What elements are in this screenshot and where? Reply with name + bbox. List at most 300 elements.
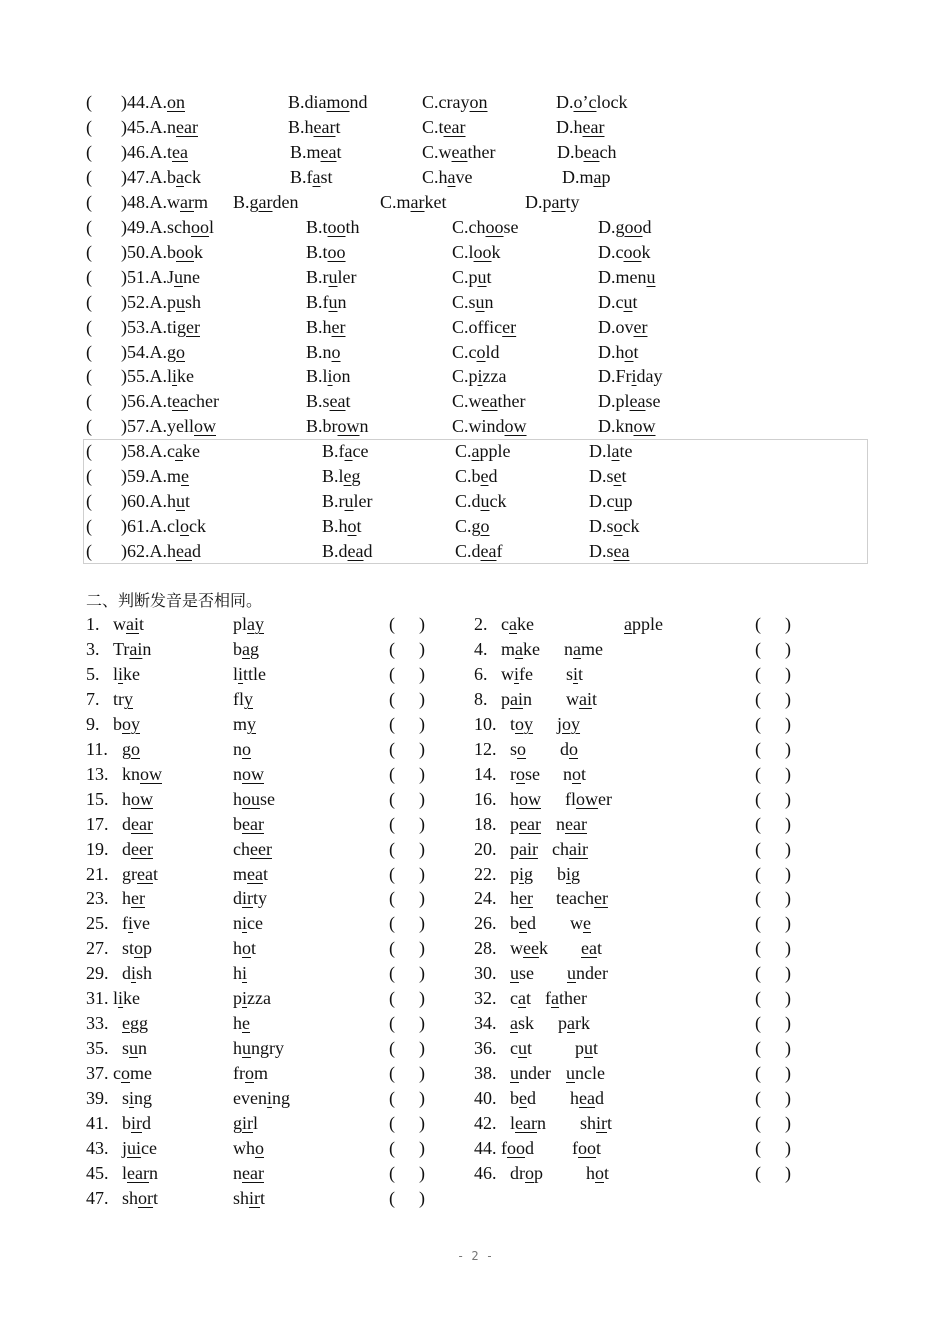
word bbox=[122, 961, 152, 986]
word-part: zza bbox=[482, 366, 507, 387]
answer-blank[interactable] bbox=[765, 737, 783, 759]
word bbox=[510, 1061, 551, 1086]
answer-blank[interactable] bbox=[765, 662, 783, 684]
word-part: s bbox=[122, 1038, 130, 1059]
word-part: w bbox=[167, 191, 180, 212]
item-number: 19. bbox=[86, 838, 109, 859]
word bbox=[510, 961, 534, 986]
answer-blank[interactable] bbox=[399, 1136, 417, 1158]
word-part: br bbox=[322, 416, 338, 437]
answer-blank[interactable] bbox=[399, 862, 417, 884]
answer-blank[interactable] bbox=[765, 637, 783, 659]
underlined-letters: ar bbox=[258, 191, 273, 212]
word-part: n bbox=[167, 116, 176, 137]
answer-blank[interactable] bbox=[100, 414, 120, 436]
question-option-a bbox=[121, 115, 198, 140]
word-part: l bbox=[113, 663, 119, 684]
answer-blank[interactable] bbox=[765, 1136, 783, 1158]
item-number: 37. bbox=[86, 1063, 109, 1084]
word bbox=[233, 1011, 250, 1036]
open-bracket: ( bbox=[86, 466, 92, 487]
answer-blank[interactable] bbox=[100, 315, 120, 337]
word-part: l bbox=[468, 241, 474, 262]
answer-blank[interactable] bbox=[100, 265, 120, 287]
underlined-letters: ar bbox=[551, 191, 566, 212]
word bbox=[510, 812, 541, 837]
close-bracket: ) bbox=[121, 216, 127, 237]
option-letter: B. bbox=[306, 316, 323, 337]
underlined-letters: ea bbox=[172, 141, 188, 162]
option-d bbox=[598, 265, 656, 290]
word-part: w bbox=[468, 391, 482, 412]
answer-blank[interactable] bbox=[100, 90, 120, 112]
word-part: t bbox=[356, 516, 362, 537]
word-part: h bbox=[233, 1038, 242, 1059]
underlined-letters: u bbox=[614, 491, 624, 512]
word bbox=[233, 961, 247, 986]
answer-blank[interactable] bbox=[765, 762, 783, 784]
question-option-a bbox=[121, 340, 185, 365]
word-part: ne bbox=[183, 266, 201, 287]
question-number: 56 bbox=[127, 391, 145, 412]
underlined-letters: ai bbox=[510, 688, 523, 709]
word-part: w bbox=[501, 663, 514, 684]
question-option-a bbox=[121, 190, 208, 215]
answer-blank[interactable] bbox=[399, 612, 417, 634]
open-paren: ( bbox=[389, 713, 395, 734]
option-c bbox=[452, 215, 519, 240]
item-number: 15. bbox=[86, 788, 109, 809]
underlined-letters: u bbox=[242, 1038, 251, 1059]
word-part: ke bbox=[123, 663, 141, 684]
word-part: yell bbox=[167, 416, 194, 437]
open-paren: ( bbox=[755, 963, 761, 984]
close-paren: ) bbox=[785, 1137, 791, 1158]
word-part: h bbox=[122, 788, 131, 809]
word-part: r bbox=[510, 763, 516, 784]
word-part: ke bbox=[523, 638, 541, 659]
answer-blank[interactable] bbox=[399, 1186, 417, 1208]
underlined-letters: ow bbox=[131, 788, 153, 809]
underlined-letters: e bbox=[242, 1013, 250, 1034]
word-part: d bbox=[594, 1088, 604, 1109]
word-part: g bbox=[351, 466, 361, 487]
answer-blank[interactable] bbox=[100, 240, 120, 262]
underlined-letters: oy bbox=[515, 713, 534, 734]
underlined-letters: a bbox=[447, 166, 456, 187]
underlined-letters: oo bbox=[485, 216, 504, 237]
question-number: 55 bbox=[127, 366, 145, 387]
underlined-letters: oo bbox=[176, 241, 194, 262]
underlined-letters: on bbox=[167, 92, 185, 112]
underlined-letters: ear bbox=[131, 813, 153, 834]
word-part: ttle bbox=[243, 663, 267, 684]
close-bracket: ) bbox=[121, 516, 127, 537]
item-number: 31. bbox=[86, 988, 109, 1009]
answer-blank[interactable] bbox=[399, 1161, 417, 1183]
word bbox=[122, 737, 140, 762]
underlined-letters: u bbox=[176, 291, 185, 312]
underlined-letters: o bbox=[517, 738, 527, 759]
word-part: ce bbox=[352, 441, 369, 462]
answer-blank[interactable] bbox=[399, 787, 417, 809]
word-part: ke bbox=[123, 988, 141, 1009]
answer-blank[interactable] bbox=[765, 812, 783, 834]
close-paren: ) bbox=[785, 1063, 791, 1084]
answer-blank[interactable] bbox=[100, 364, 120, 386]
word-part: t bbox=[345, 391, 351, 412]
word-part: me bbox=[581, 638, 603, 659]
word-part: d bbox=[642, 216, 652, 237]
word bbox=[510, 986, 531, 1011]
underlined-letters: ea bbox=[347, 541, 364, 562]
answer-blank[interactable] bbox=[765, 1161, 783, 1183]
option-letter: B. bbox=[322, 491, 339, 512]
question-number: 58 bbox=[127, 441, 145, 462]
word-part: fl bbox=[233, 688, 244, 709]
option-letter: .A. bbox=[145, 266, 167, 287]
word-part: ce bbox=[141, 1137, 158, 1158]
word bbox=[566, 662, 583, 687]
open-bracket: ( bbox=[86, 241, 92, 262]
option-c bbox=[422, 165, 473, 190]
word bbox=[545, 986, 587, 1011]
word-part: se bbox=[260, 788, 275, 809]
word bbox=[233, 712, 256, 737]
word-part: ket bbox=[424, 191, 447, 212]
item-number: 4. bbox=[474, 638, 488, 659]
word-part: l bbox=[167, 366, 173, 387]
word-part: g bbox=[250, 638, 259, 659]
underlined-letters: ea bbox=[481, 391, 498, 412]
word-part: Fr bbox=[615, 366, 632, 387]
word-part: p bbox=[501, 688, 510, 709]
answer-blank[interactable] bbox=[100, 290, 120, 312]
underlined-letters: u bbox=[480, 491, 490, 512]
word-part: wh bbox=[233, 1137, 255, 1158]
answer-blank[interactable] bbox=[765, 612, 783, 634]
underlined-letters: ear bbox=[443, 116, 466, 137]
underlined-letters: on bbox=[469, 92, 488, 112]
word-part: ther bbox=[467, 141, 496, 162]
option-c bbox=[422, 140, 495, 165]
underlined-letters: ear bbox=[176, 116, 198, 137]
underlined-letters: o bbox=[245, 1063, 254, 1084]
word-part: rk bbox=[575, 1013, 590, 1034]
answer-blank[interactable] bbox=[399, 637, 417, 659]
underlined-letters: i bbox=[128, 913, 134, 934]
word-part: pple bbox=[479, 441, 511, 462]
answer-blank[interactable] bbox=[399, 737, 417, 759]
word-part: t bbox=[527, 1038, 533, 1059]
word-part: pl bbox=[615, 391, 630, 412]
open-paren: ( bbox=[755, 938, 761, 959]
underlined-letters: u bbox=[584, 1038, 593, 1059]
word-part: ve bbox=[455, 166, 473, 187]
answer-blank[interactable] bbox=[765, 862, 783, 884]
open-paren: ( bbox=[755, 813, 761, 834]
open-paren: ( bbox=[389, 1038, 395, 1059]
word-part: w bbox=[510, 938, 523, 959]
answer-blank[interactable] bbox=[100, 115, 120, 137]
open-paren: ( bbox=[755, 1088, 761, 1109]
word bbox=[557, 862, 580, 887]
answer-blank[interactable] bbox=[100, 340, 120, 362]
option-letter: B. bbox=[233, 191, 250, 212]
word-part: d bbox=[525, 1137, 534, 1158]
word-part: d bbox=[471, 541, 481, 562]
word-part: m bbox=[396, 191, 411, 212]
item-number: 47. bbox=[86, 1187, 109, 1208]
close-paren: ) bbox=[419, 1013, 425, 1034]
underlined-letters: mo bbox=[326, 92, 350, 112]
option-letter: C. bbox=[452, 266, 469, 287]
word-part: b bbox=[574, 141, 584, 162]
word-part: kn bbox=[615, 416, 634, 437]
underlined-letters: o bbox=[134, 938, 144, 959]
open-paren: ( bbox=[389, 1013, 395, 1034]
word-part: l bbox=[233, 663, 239, 684]
word-part: p bbox=[143, 938, 153, 959]
word-part: b bbox=[510, 1088, 519, 1109]
word-part: cray bbox=[438, 92, 470, 112]
underlined-letters: ow bbox=[576, 788, 598, 809]
word-part: n bbox=[337, 291, 347, 312]
item-number: 28. bbox=[474, 938, 497, 959]
underlined-letters: a bbox=[567, 1013, 575, 1034]
word-part: s bbox=[606, 466, 614, 487]
open-bracket: ( bbox=[86, 116, 92, 137]
option-letter: .A. bbox=[145, 416, 167, 437]
word bbox=[122, 1136, 157, 1161]
answer-blank[interactable] bbox=[765, 1061, 783, 1083]
underlined-letters: o bbox=[572, 763, 581, 784]
word bbox=[122, 1111, 151, 1136]
word-part: l bbox=[209, 216, 215, 237]
page-number: - 2 - bbox=[456, 1249, 494, 1263]
answer-blank[interactable] bbox=[765, 986, 783, 1008]
underlined-letters: ea bbox=[579, 1088, 595, 1109]
word-part: w bbox=[570, 913, 583, 934]
option-letter: C. bbox=[455, 541, 472, 562]
answer-blank[interactable] bbox=[100, 215, 120, 237]
question-number: 50 bbox=[127, 241, 145, 262]
answer-blank[interactable] bbox=[399, 837, 417, 859]
underlined-letters: o bbox=[331, 341, 341, 362]
close-paren: ) bbox=[785, 988, 791, 1009]
question-number: 45 bbox=[127, 116, 145, 137]
answer-blank[interactable] bbox=[100, 165, 120, 187]
word-part: te bbox=[619, 441, 633, 462]
option-letter: .A. bbox=[145, 216, 167, 237]
option-letter: B. bbox=[306, 391, 323, 412]
answer-blank[interactable] bbox=[765, 886, 783, 908]
close-bracket: ) bbox=[121, 191, 127, 212]
answer-blank[interactable] bbox=[765, 961, 783, 983]
word-part: zza bbox=[247, 988, 271, 1009]
question-option-a bbox=[121, 215, 214, 240]
option-d bbox=[598, 389, 661, 414]
answer-blank[interactable] bbox=[765, 1086, 783, 1108]
open-paren: ( bbox=[389, 863, 395, 884]
underlined-letters: er bbox=[331, 316, 346, 337]
word-part: cher bbox=[188, 391, 219, 412]
word-part: r bbox=[322, 266, 329, 287]
word-part: h bbox=[322, 316, 332, 337]
answer-blank[interactable] bbox=[765, 787, 783, 809]
answer-blank[interactable] bbox=[399, 911, 417, 933]
word-part: c bbox=[468, 341, 477, 362]
answer-blank[interactable] bbox=[399, 712, 417, 734]
option-letter: .A. bbox=[145, 166, 167, 187]
answer-blank[interactable] bbox=[100, 190, 120, 212]
option-letter: .A. bbox=[145, 441, 167, 462]
item-number: 36. bbox=[474, 1038, 497, 1059]
underlined-letters: i bbox=[242, 913, 248, 934]
word-part: t bbox=[633, 341, 639, 362]
word bbox=[113, 712, 140, 737]
word-part: t bbox=[596, 1137, 602, 1158]
option-letter: D. bbox=[598, 266, 616, 287]
question-option-a bbox=[121, 165, 201, 190]
answer-blank[interactable] bbox=[399, 1086, 417, 1108]
underlined-letters: ir bbox=[242, 888, 253, 909]
word bbox=[113, 662, 140, 687]
close-paren: ) bbox=[785, 1088, 791, 1109]
item-number: 14. bbox=[474, 763, 497, 784]
option-letter: .A. bbox=[145, 341, 167, 362]
close-paren: ) bbox=[785, 638, 791, 659]
answer-blank[interactable] bbox=[399, 886, 417, 908]
option-letter: B. bbox=[322, 516, 339, 537]
underlined-letters: er bbox=[502, 316, 517, 337]
word-part: h bbox=[233, 1013, 242, 1034]
word-part: t bbox=[596, 938, 602, 959]
answer-blank[interactable] bbox=[399, 1061, 417, 1083]
answer-blank[interactable] bbox=[765, 1011, 783, 1033]
word-part: f bbox=[338, 441, 345, 462]
word-part: c bbox=[615, 241, 624, 262]
word bbox=[510, 911, 536, 936]
question-number: 53 bbox=[127, 316, 145, 337]
word-part: g bbox=[167, 341, 176, 362]
word bbox=[570, 1086, 604, 1111]
word bbox=[122, 762, 162, 787]
underlined-letters: i bbox=[519, 863, 525, 884]
answer-blank[interactable] bbox=[399, 936, 417, 958]
word bbox=[510, 886, 533, 911]
word bbox=[570, 911, 591, 936]
question-number: 60 bbox=[127, 491, 145, 512]
open-paren: ( bbox=[389, 1162, 395, 1183]
word bbox=[510, 787, 541, 812]
word bbox=[510, 1011, 534, 1036]
word-part: ce bbox=[247, 913, 263, 934]
answer-blank[interactable] bbox=[399, 812, 417, 834]
answer-blank[interactable] bbox=[765, 936, 783, 958]
word-part: ov bbox=[615, 316, 634, 337]
option-b bbox=[233, 190, 299, 215]
underlined-letters: u bbox=[129, 1038, 139, 1059]
word-part: w bbox=[113, 614, 126, 634]
word-part: n bbox=[233, 738, 242, 759]
option-letter: B. bbox=[306, 241, 323, 262]
answer-blank[interactable] bbox=[399, 687, 417, 709]
item-number: 13. bbox=[86, 763, 109, 784]
underlined-letters: oo bbox=[624, 216, 643, 237]
answer-blank[interactable] bbox=[399, 662, 417, 684]
open-paren: ( bbox=[389, 913, 395, 934]
answer-blank[interactable] bbox=[765, 1036, 783, 1058]
section-heading: 二、判断发音是否相同。 bbox=[86, 591, 263, 610]
underlined-letters: ow bbox=[194, 416, 216, 437]
option-letter: B. bbox=[306, 366, 323, 387]
open-paren: ( bbox=[755, 1038, 761, 1059]
answer-blank[interactable] bbox=[100, 389, 120, 411]
underlined-letters: o bbox=[180, 516, 189, 537]
option-letter: B. bbox=[288, 92, 305, 112]
answer-blank[interactable] bbox=[399, 1111, 417, 1133]
underlined-letters: e bbox=[181, 466, 190, 487]
option-letter: D. bbox=[589, 441, 607, 462]
underlined-letters: er bbox=[519, 888, 533, 909]
word-part: ck bbox=[489, 491, 507, 512]
answer-blank[interactable] bbox=[399, 986, 417, 1008]
close-paren: ) bbox=[419, 1038, 425, 1059]
answer-blank[interactable] bbox=[399, 961, 417, 983]
item-number: 2. bbox=[474, 614, 488, 634]
question-option-a bbox=[121, 265, 200, 290]
word-part: l bbox=[113, 988, 119, 1009]
word bbox=[575, 1036, 598, 1061]
word-part: ch bbox=[468, 216, 486, 237]
underlined-letters: a bbox=[242, 638, 250, 659]
close-paren: ) bbox=[419, 913, 425, 934]
answer-blank[interactable] bbox=[765, 837, 783, 859]
underlined-letters: eer bbox=[131, 838, 153, 859]
word bbox=[233, 612, 264, 637]
word-part: n bbox=[233, 1162, 242, 1183]
answer-blank[interactable] bbox=[765, 1111, 783, 1133]
answer-blank[interactable] bbox=[399, 1011, 417, 1033]
word bbox=[233, 1161, 264, 1186]
word-part: n bbox=[149, 1162, 158, 1183]
answer-blank[interactable] bbox=[399, 762, 417, 784]
open-bracket: ( bbox=[86, 316, 92, 337]
underlined-letters: oo bbox=[327, 216, 346, 237]
underlined-letters: e bbox=[613, 466, 622, 487]
answer-blank[interactable] bbox=[765, 687, 783, 709]
answer-blank[interactable] bbox=[100, 140, 120, 162]
answer-blank[interactable] bbox=[765, 712, 783, 734]
answer-blank[interactable] bbox=[399, 1036, 417, 1058]
word-part: n bbox=[233, 913, 242, 934]
open-paren: ( bbox=[755, 1137, 761, 1158]
underlined-letters: o bbox=[242, 938, 251, 959]
word-part: l bbox=[122, 1162, 128, 1183]
close-paren: ) bbox=[419, 838, 425, 859]
underlined-letters: a bbox=[593, 166, 602, 187]
close-paren: ) bbox=[419, 688, 425, 709]
underlined-letters: oo bbox=[623, 241, 642, 262]
word bbox=[560, 737, 578, 762]
word-part: k bbox=[491, 241, 501, 262]
word-part: k bbox=[641, 241, 651, 262]
word-part: p bbox=[623, 491, 633, 512]
word-part: ther bbox=[497, 391, 526, 412]
item-number: 34. bbox=[474, 1013, 497, 1034]
answer-blank[interactable] bbox=[765, 911, 783, 933]
